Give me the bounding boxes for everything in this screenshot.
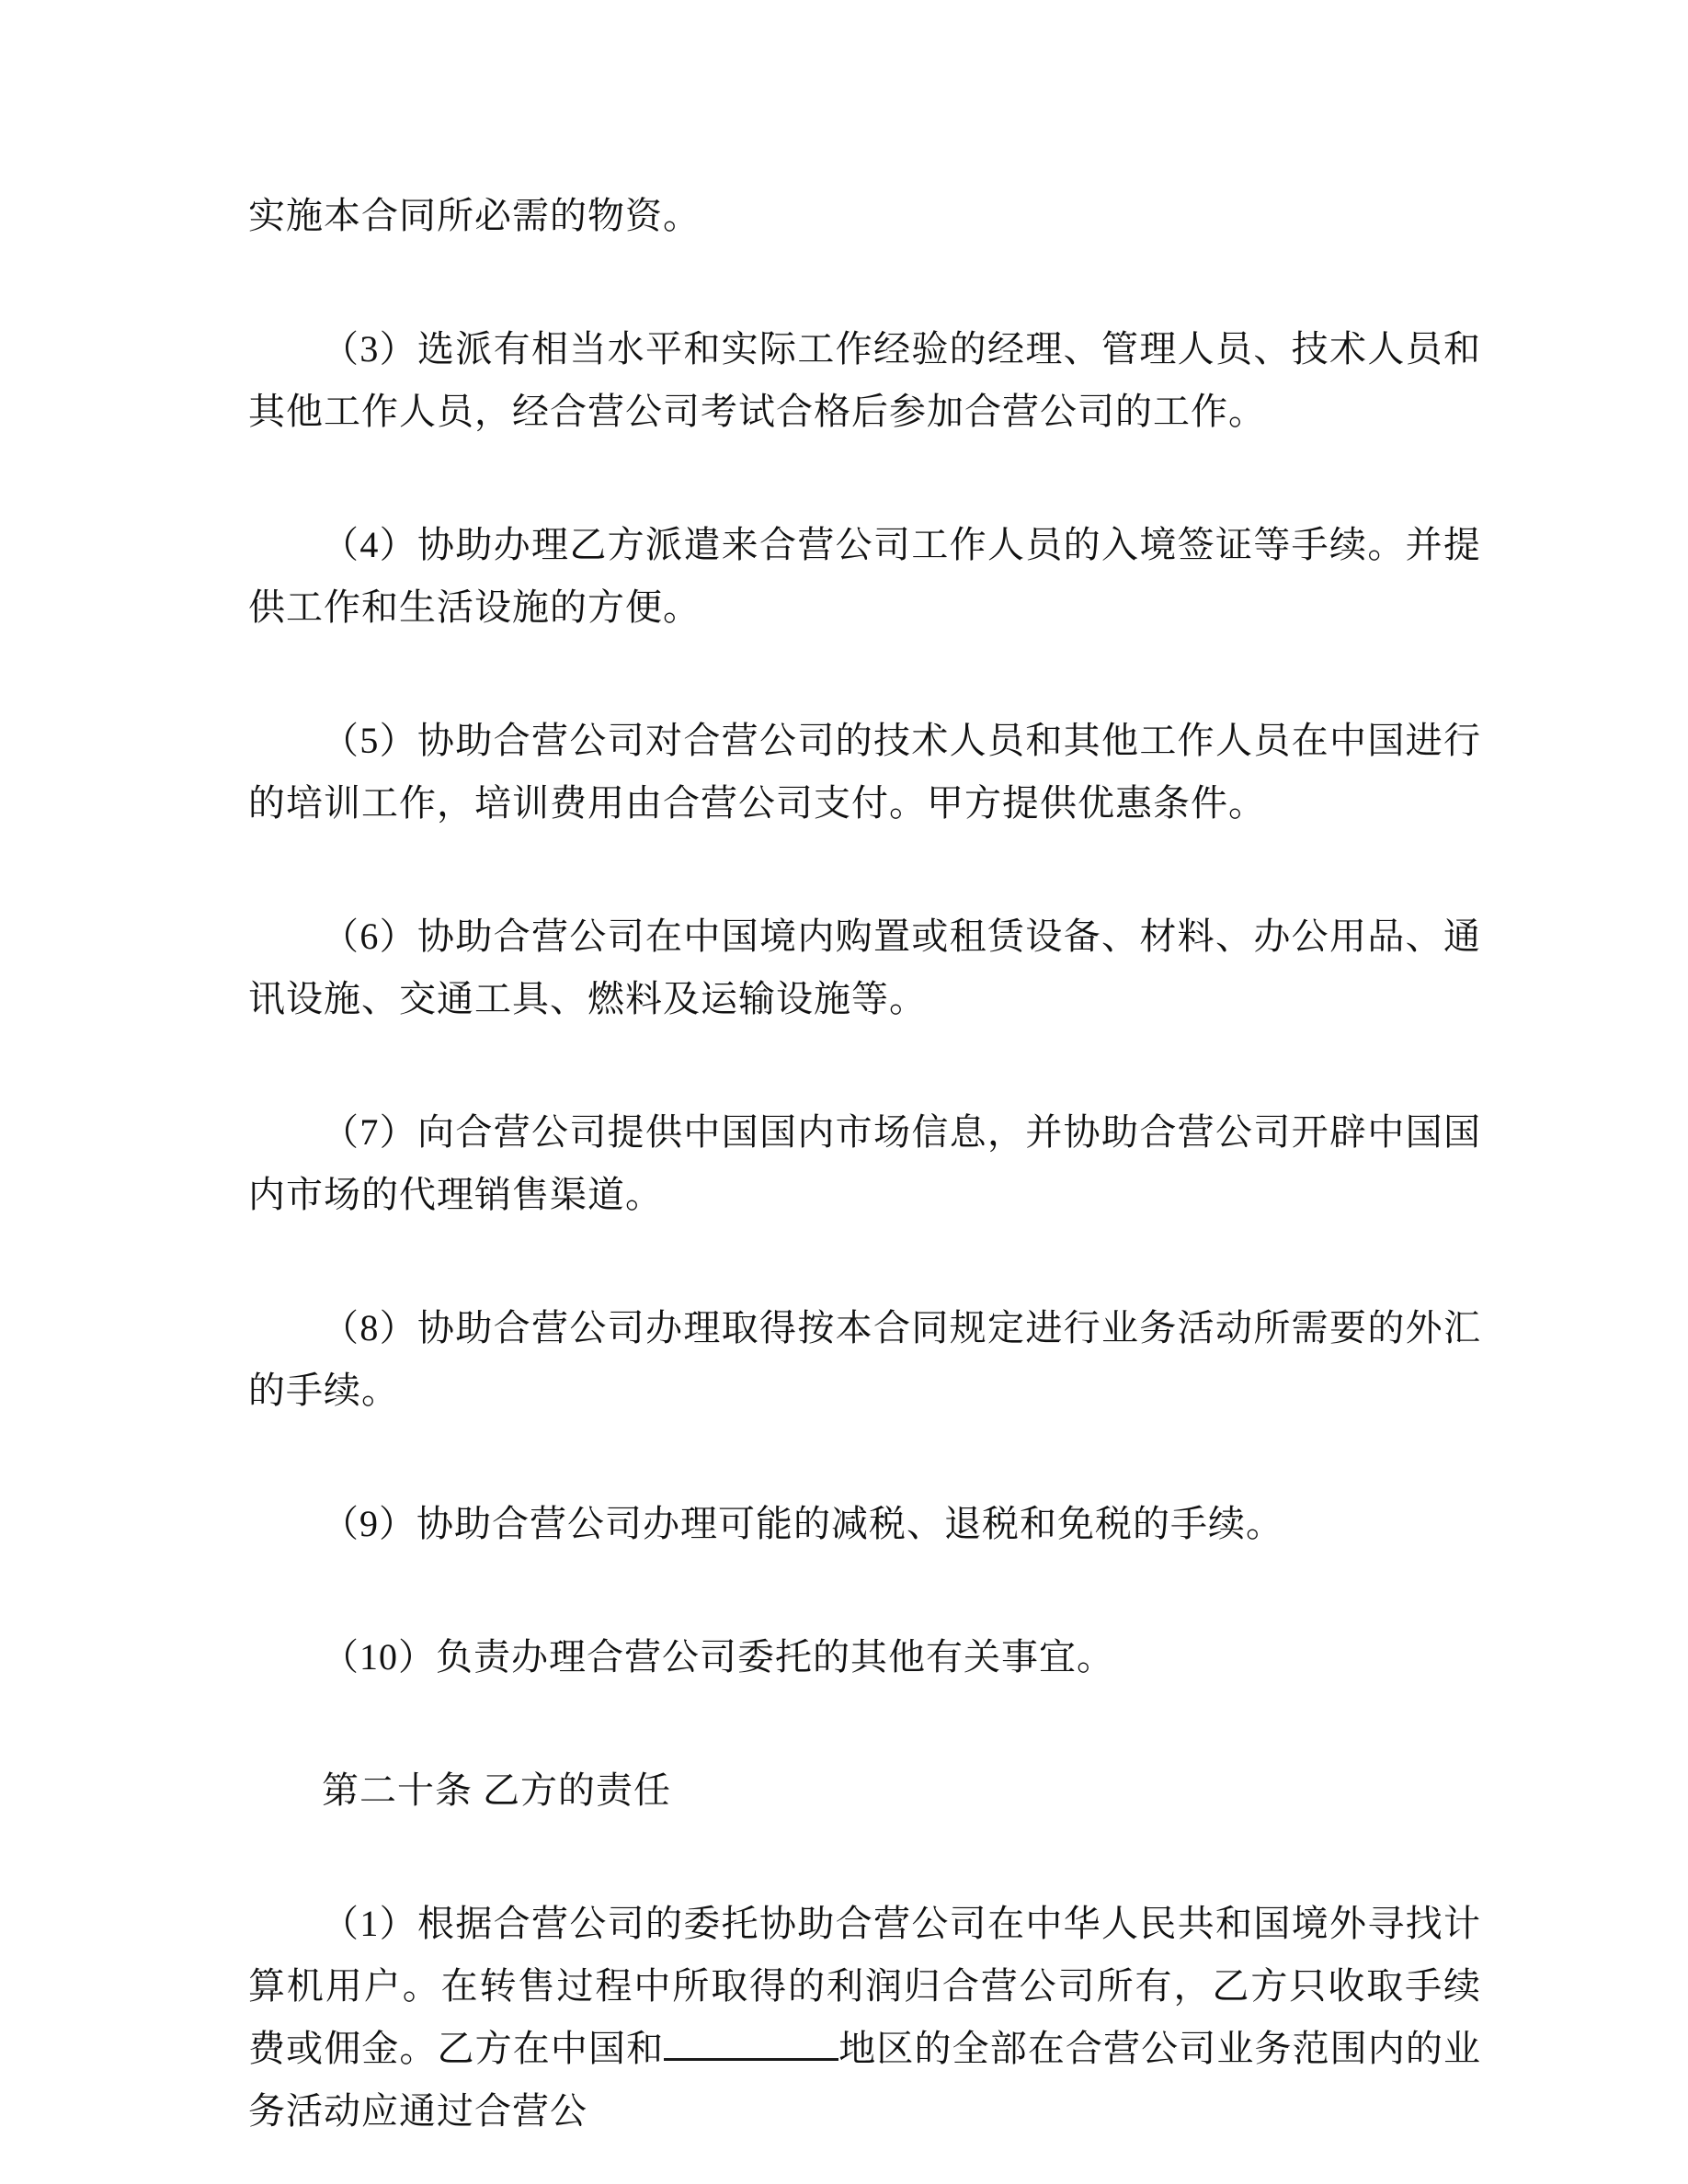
clause-item-4: （4）协助办理乙方派遣来合营公司工作人员的入境签证等手续。并提供工作和生活设施的方便。 xyxy=(248,524,1481,628)
clause-item-b1 xyxy=(248,1893,1481,2143)
clause-item-10: （10）负责办理合营公司委托的其他有关事宜。 xyxy=(322,1636,1114,1678)
paragraph-continuation: 实施本合同所必需的物资。 xyxy=(248,195,701,236)
clause-item-3: （3）选派有相当水平和实际工作经验的经理、管理人员、技术人员和其他工作人员，经合营公司考试合格后参加合营公司的工作。 xyxy=(248,328,1481,432)
clause-item-6: （6）协助合营公司在中国境内购置或租赁设备、材料、办公用品、通讯设施、交通工具、燃料及运输设施等。 xyxy=(248,916,1481,1019)
document-body xyxy=(248,185,1481,2143)
article-20-heading: 第二十条 乙方的责任 xyxy=(322,1769,671,1811)
clause-b1-text-after-blank: 地区的全部在合营公司业务范围内的业务活动应通过合营公 xyxy=(248,2028,1482,2132)
fill-in-blank xyxy=(664,2023,838,2061)
clause-item-8: （8）协助合营公司办理取得按本合同规定进行业务活动所需要的外汇的手续。 xyxy=(248,1307,1481,1411)
clause-b1-text-before-blank: （1）根据合营公司的委托协助合营公司在中华人民共和国境外寻找计算机用户。在转售过程中所取得的利润归合营公司所有，乙方只收取手续费或佣金。乙方在中国和 xyxy=(248,1903,1481,2069)
clause-item-5: （5）协助合营公司对合营公司的技术人员和其他工作人员在中国进行的培训工作，培训费用由合营公司支付。甲方提供优惠条件。 xyxy=(248,720,1481,824)
clause-item-7: （7）向合营公司提供中国国内市场信息，并协助合营公司开辟中国国内市场的代理销售渠道。 xyxy=(248,1111,1481,1215)
clause-item-9: （9）协助合营公司办理可能的减税、退税和免税的手续。 xyxy=(322,1503,1283,1544)
